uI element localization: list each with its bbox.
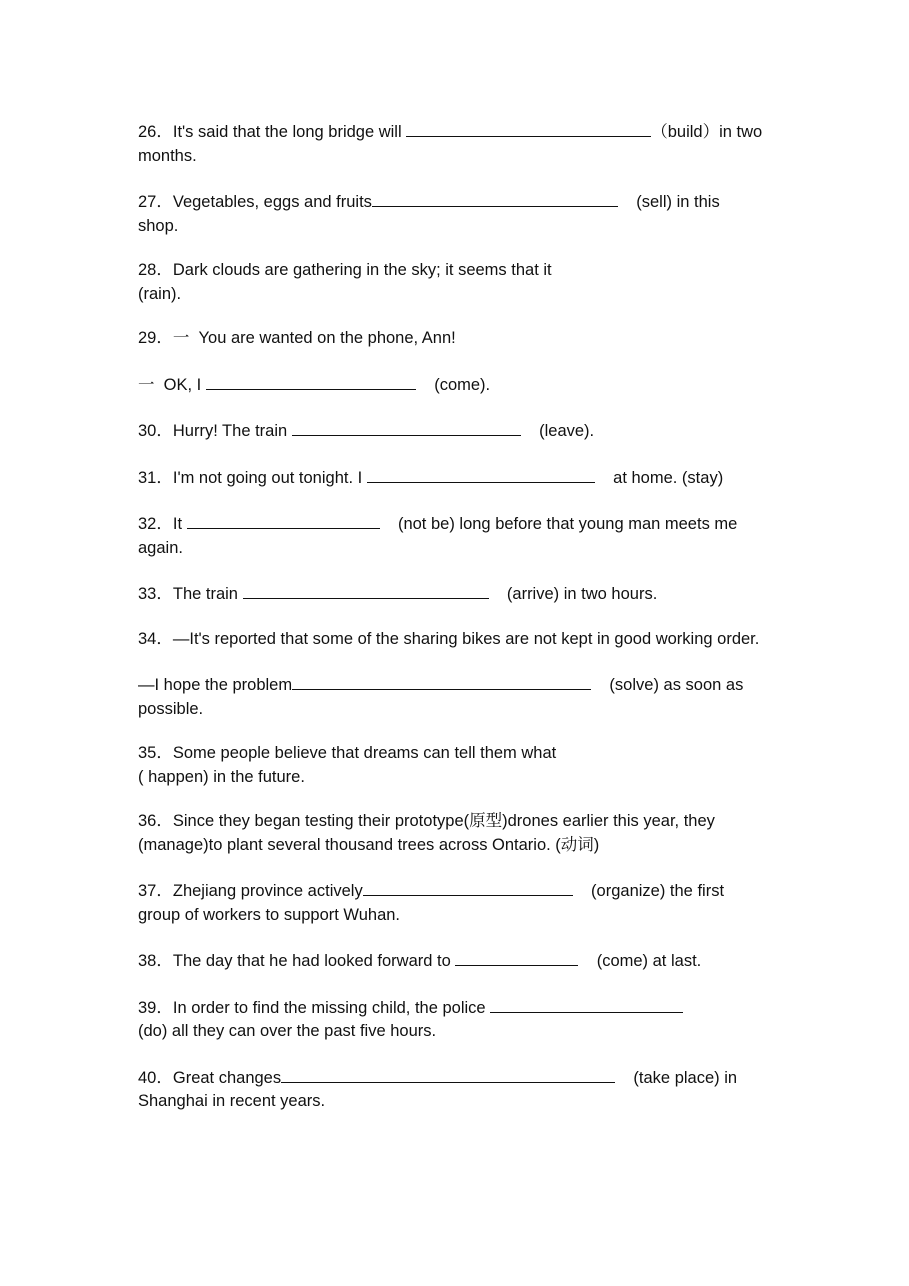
exercise-page	[138, 119, 767, 1135]
question-27	[138, 189, 763, 238]
question-number: 32．	[138, 515, 173, 533]
question-36	[138, 810, 763, 857]
question-hint: (come).	[415, 375, 491, 394]
question-text: 一 You are wanted on the phone, Ann!	[172, 329, 456, 347]
question-number: 29．	[138, 329, 173, 347]
answer-blank[interactable]	[243, 581, 489, 599]
question-number: 28．	[138, 261, 173, 279]
answer-blank[interactable]	[372, 189, 618, 207]
question-hint: (arrive) in two hours.	[488, 585, 658, 603]
question-text: Since they began testing their prototype(原型)drones earlier this year, they (manage)to plant several thousand trees across Ontario. (动词)	[138, 812, 720, 854]
question-hint: (do) all they can over the past five hours.	[138, 1022, 437, 1040]
answer-blank[interactable]	[490, 995, 683, 1013]
question-38	[138, 948, 763, 974]
question-number: 36．	[138, 812, 173, 830]
question-hint: (solve) as soon as possible.	[138, 676, 748, 718]
question-number: 38．	[138, 952, 173, 970]
question-number: 31．	[138, 468, 173, 487]
question-number: 27．	[138, 193, 173, 211]
question-29-reply	[138, 372, 763, 398]
question-hint: (sell) in this shop.	[138, 193, 725, 235]
question-30	[138, 418, 763, 444]
question-text: Zhejiang province actively	[172, 882, 363, 900]
answer-blank[interactable]	[455, 948, 578, 966]
answer-blank[interactable]	[292, 418, 521, 436]
question-34	[138, 628, 763, 652]
question-text: It's said that the long bridge will	[172, 123, 407, 141]
question-28	[138, 259, 763, 306]
question-40	[138, 1065, 763, 1114]
question-hint: ( happen) in the future.	[138, 767, 305, 786]
question-text: 一 OK, I	[138, 375, 206, 394]
question-number: 33．	[138, 585, 173, 603]
answer-blank[interactable]	[367, 465, 595, 483]
question-37	[138, 878, 763, 927]
question-hint: （build）in two months.	[138, 123, 767, 165]
question-31	[138, 465, 763, 491]
question-text: It	[172, 515, 187, 533]
question-text: Dark clouds are gathering in the sky; it seems that it	[172, 261, 552, 279]
question-39	[138, 995, 763, 1044]
answer-blank[interactable]	[281, 1065, 615, 1083]
question-text: —I hope the problem	[138, 676, 293, 694]
answer-blank[interactable]	[206, 372, 416, 390]
question-text: Hurry! The train	[172, 422, 292, 440]
question-number: 35．	[138, 744, 173, 762]
question-hint: (not be) long before that young man meets me again.	[138, 515, 742, 557]
question-number: 34．	[138, 629, 173, 648]
answer-blank[interactable]	[363, 878, 573, 896]
question-number: 37．	[138, 882, 173, 900]
question-number: 40．	[138, 1068, 173, 1087]
answer-blank[interactable]	[292, 672, 591, 690]
question-text: The train	[172, 585, 243, 603]
question-text: In order to find the missing child, the police	[172, 998, 491, 1017]
question-text: Vegetables, eggs and fruits	[172, 193, 372, 211]
question-hint: (organize) the first group of workers to support Wuhan.	[138, 882, 729, 924]
question-text: Great changes	[172, 1068, 282, 1087]
question-hint: (rain).	[138, 284, 182, 303]
question-34-reply	[138, 672, 763, 721]
question-number: 39．	[138, 998, 173, 1017]
question-32	[138, 511, 763, 560]
question-33	[138, 581, 763, 607]
question-number: 30．	[138, 422, 173, 440]
question-35	[138, 742, 763, 789]
question-text: —It's reported that some of the sharing bikes are not kept in good working order.	[172, 629, 760, 648]
question-text: Some people believe that dreams can tell them what	[172, 744, 557, 762]
answer-blank[interactable]	[187, 511, 380, 529]
question-26	[138, 119, 767, 168]
question-text: The day that he had looked forward to	[172, 952, 456, 970]
question-29	[138, 327, 763, 351]
question-hint: (leave).	[520, 422, 595, 440]
question-hint: at home. (stay)	[594, 468, 724, 487]
answer-blank[interactable]	[406, 119, 651, 137]
question-hint: (take place) in Shanghai in recent years.	[138, 1068, 742, 1110]
question-number: 26．	[138, 123, 173, 141]
question-text: I'm not going out tonight. I	[172, 468, 367, 487]
question-hint: (come) at last.	[578, 952, 702, 970]
